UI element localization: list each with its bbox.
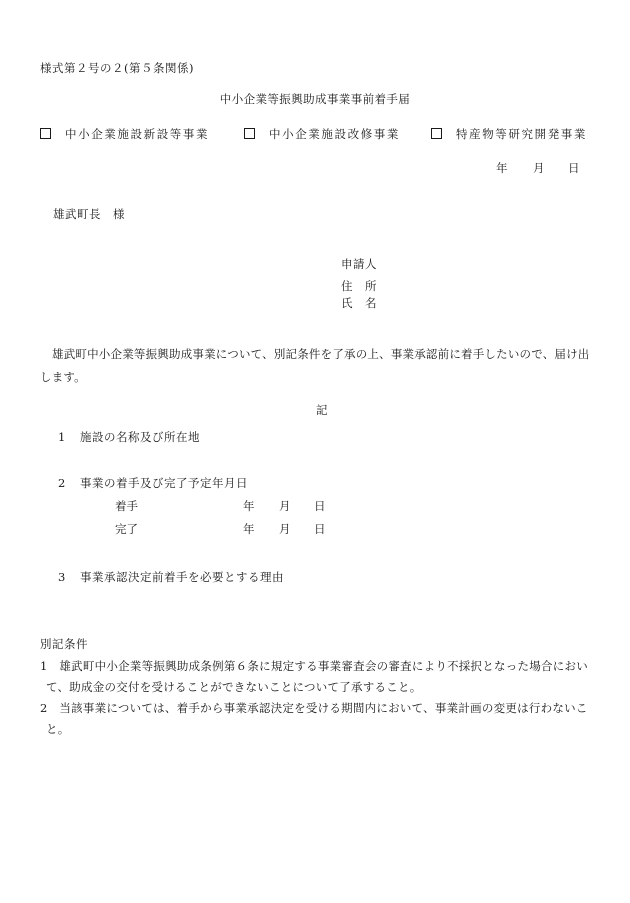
form-number: 様式第２号の２(第５条関係) bbox=[40, 61, 194, 75]
body-text: 雄武町中小企業等振興助成事業について、別記条件を了承の上、事業承認前に着手したいので、届け出します。 bbox=[40, 347, 590, 384]
conditions-heading: 別記条件 bbox=[40, 637, 88, 651]
option-facility-renovation[interactable] bbox=[244, 128, 400, 142]
record-label: 記 bbox=[316, 403, 328, 417]
document-title: 中小企業等振興助成事業事前着手届 bbox=[219, 92, 411, 106]
applicant-address-label: 住 所 bbox=[341, 279, 377, 293]
date-day-label: 日 bbox=[568, 161, 580, 175]
condition-item: 2 当該事業については、着手から事業承認決定を受ける期間内において、事業計画の変更は行わないこと。 bbox=[40, 701, 588, 736]
checkbox-icon[interactable] bbox=[40, 128, 51, 139]
schedule-end-label: 完了 bbox=[115, 522, 138, 536]
addressee: 雄武町長 様 bbox=[53, 207, 125, 221]
item-number: 2 bbox=[58, 476, 66, 490]
item-facility-name-location: 施設の名称及び所在地 bbox=[80, 430, 200, 444]
schedule-start-month: 月 bbox=[279, 499, 291, 513]
schedule-start-label: 着手 bbox=[115, 499, 138, 513]
item-number: 1 bbox=[58, 430, 66, 444]
schedule-end-day: 日 bbox=[314, 522, 326, 536]
checkbox-icon[interactable] bbox=[431, 128, 442, 139]
business-type-options bbox=[0, 128, 630, 144]
option-label: 中小企業施設新設等事業 bbox=[65, 127, 210, 141]
applicant-label: 申請人 bbox=[341, 257, 377, 271]
item-number: 3 bbox=[58, 570, 66, 584]
item-schedule-dates: 事業の着手及び完了予定年月日 bbox=[80, 476, 248, 490]
schedule-end-year: 年 bbox=[243, 522, 255, 536]
option-label: 中小企業施設改修事業 bbox=[269, 127, 400, 141]
condition-item: 1 雄武町中小企業等振興助成条例第６条に規定する事業審査会の審査により不採択となった場合において、助成金の交付を受けることができないことについて了承すること。 bbox=[40, 659, 589, 694]
schedule-start-day: 日 bbox=[314, 499, 326, 513]
item-reason: 事業承認決定前着手を必要とする理由 bbox=[80, 570, 284, 584]
date-month-label: 月 bbox=[533, 161, 545, 175]
applicant-name-label: 氏 名 bbox=[341, 296, 377, 310]
option-label: 特産物等研究開発事業 bbox=[456, 127, 587, 141]
option-specialty-research[interactable] bbox=[431, 128, 587, 142]
schedule-end-month: 月 bbox=[279, 522, 291, 536]
date-year-label: 年 bbox=[496, 161, 508, 175]
option-facility-new[interactable] bbox=[40, 128, 209, 142]
schedule-start-year: 年 bbox=[243, 499, 255, 513]
checkbox-icon[interactable] bbox=[244, 128, 255, 139]
